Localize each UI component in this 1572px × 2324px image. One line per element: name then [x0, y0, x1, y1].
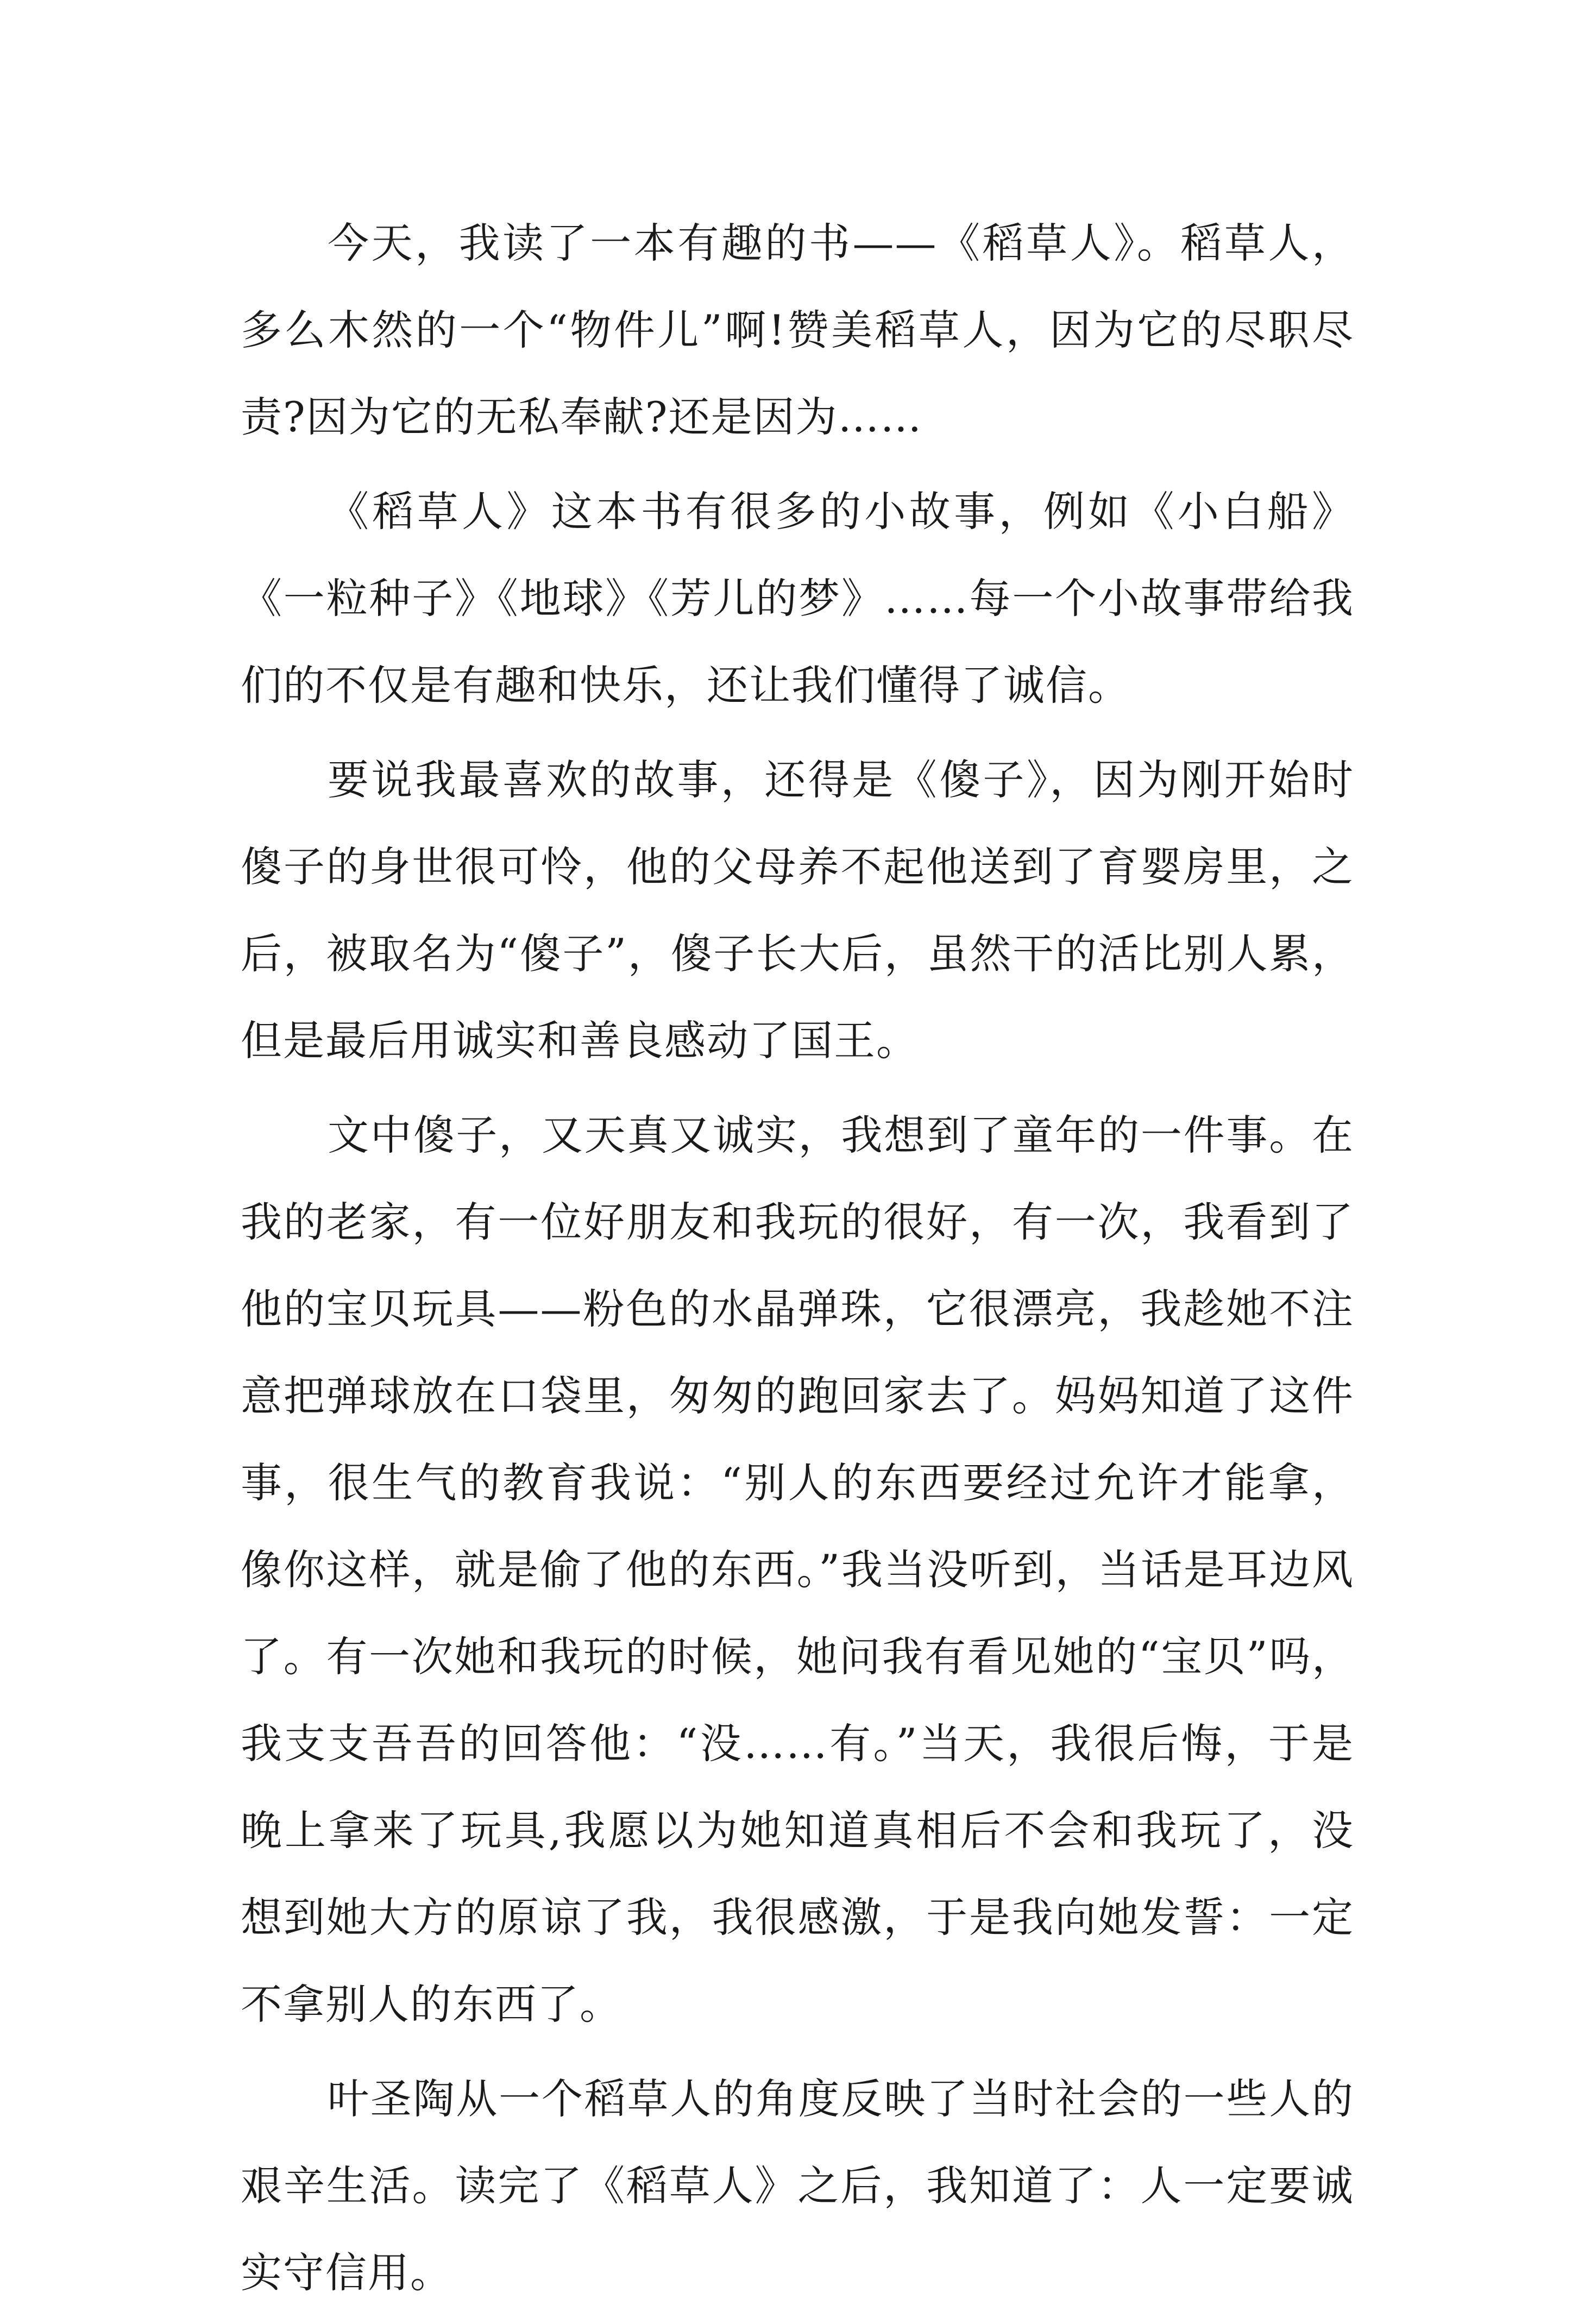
document-body [241, 200, 1354, 2324]
paragraph-4: 文中傻子，又天真又诚实，我想到了童年的一件事。在我的老家，有一位好朋友和我玩的很好，有一次，我看到了他的宝贝玩具——粉色的水晶弹珠，它很漂亮，我趁她不注意把弹球放在口袋里，匆匆的跑回家去了。妈妈知道了这件事，很生气的教育我说：“别人的东西要经过允许才能拿，像你这样，就是偷了他的东西。”我当没听到，当话是耳边风了。有一次她和我玩的时候，她问我有看见她的“宝贝”吗，我支支吾吾的回答他：“没……有。”当天，我很后悔，于是晚上拿来了玩具,我愿以为她知道真相后不会和我玩了，没想到她大方的原谅了我，我很感激，于是我向她发誓：一定不拿别人的东西了。 [241, 1111, 1354, 2028]
paragraph-1: 今天，我读了一本有趣的书——《稻草人》。稻草人，多么木然的一个“物件儿”啊!赞美稻草人，因为它的尽职尽责?因为它的无私奉献?还是因为…… [241, 219, 1354, 441]
paragraph-2: 《稻草人》这本书有很多的小故事，例如《小白船》《一粒种子》《地球》《芳儿的梦》……每一个小故事带给我们的不仅是有趣和快乐，还让我们懂得了诚信。 [241, 487, 1354, 709]
paragraph-3: 要说我最喜欢的故事，还得是《傻子》，因为刚开始时傻子的身世很可怜，他的父母养不起他送到了育婴房里，之后，被取名为“傻子”，傻子长大后，虽然干的活比别人累，但是最后用诚实和善良感动了国王。 [241, 756, 1354, 1065]
paragraph-5: 叶圣陶从一个稻草人的角度反映了当时社会的一些人的艰辛生活。读完了《稻草人》之后，我知道了：人一定要诚实守信用。 [241, 2075, 1354, 2297]
